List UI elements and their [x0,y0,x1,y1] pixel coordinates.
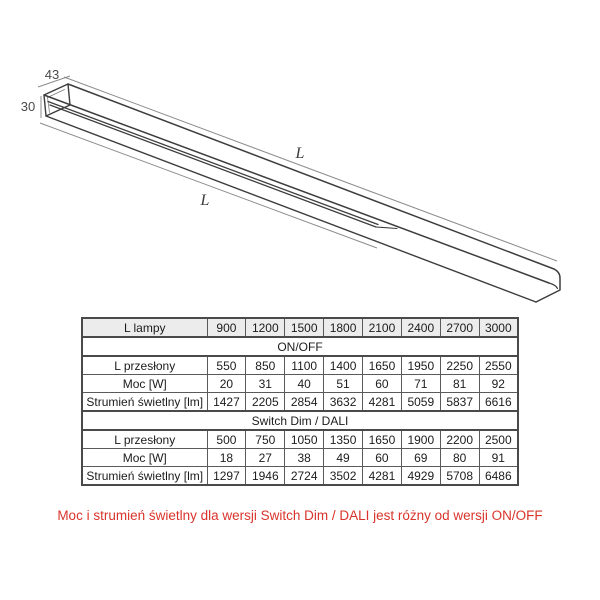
cell: 91 [479,449,518,467]
cell: 2205 [246,393,285,412]
cell: 750 [246,430,285,449]
dim-label-length-bottom: L [200,192,210,209]
cell: 1650 [363,430,402,449]
header-label: L lampy [82,318,207,337]
diffuser-end-step [376,227,397,229]
header-value: 900 [207,318,246,337]
cell: 92 [479,375,518,393]
far-end-join [549,283,558,289]
table-row [82,393,518,412]
cell: 6616 [479,393,518,412]
cell: 18 [207,449,246,467]
far-end-outline [536,269,560,302]
spec-table [81,317,519,486]
table-row [82,375,518,393]
dim-line-length-bottom [40,123,377,248]
dim-line-length-top [64,77,557,261]
cell: 3632 [324,393,363,412]
cell: 20 [207,375,246,393]
section-row-dali [82,411,518,430]
row-label: L przesłony [82,356,207,375]
cell: 80 [440,449,479,467]
table-row [82,430,518,449]
diffuser-edge-1 [48,102,378,225]
cell: 1427 [207,393,246,412]
cell: 1650 [363,356,402,375]
header-value: 2100 [363,318,402,337]
cell: 71 [401,375,440,393]
row-label: Strumień świetlny [lm] [82,393,207,412]
cell: 1050 [285,430,324,449]
end-cap-inset-line-vertical [48,98,50,113]
dim-label-width: 43 [44,67,60,82]
top-front-edge [44,95,549,283]
cell: 51 [324,375,363,393]
row-label: Strumień świetlny [lm] [82,467,207,486]
cell: 1900 [401,430,440,449]
cell: 2250 [440,356,479,375]
row-label: Moc [W] [82,449,207,467]
cell: 69 [401,449,440,467]
header-value: 1800 [324,318,363,337]
cell: 38 [285,449,324,467]
cell: 4929 [401,467,440,486]
cell: 1350 [324,430,363,449]
cell: 1950 [401,356,440,375]
cell: 1400 [324,356,363,375]
dim-label-height: 30 [20,99,36,114]
end-cap-inset-line-top [48,90,65,98]
table-row [82,467,518,486]
header-value: 2400 [401,318,440,337]
row-label: L przesłony [82,430,207,449]
cell: 40 [285,375,324,393]
table-header-row [82,318,518,337]
section-title: Switch Dim / DALI [82,411,518,430]
cell: 2200 [440,430,479,449]
cell: 4281 [363,467,402,486]
cell: 2854 [285,393,324,412]
dim-label-length-top: L [295,145,305,162]
cell: 1100 [285,356,324,375]
cell: 1297 [207,467,246,486]
cell: 1946 [246,467,285,486]
cell: 500 [207,430,246,449]
cell: 81 [440,375,479,393]
header-value: 1200 [246,318,285,337]
cell: 2550 [479,356,518,375]
cell: 60 [363,449,402,467]
header-value: 3000 [479,318,518,337]
cell: 60 [363,375,402,393]
section-title: ON/OFF [82,337,518,356]
cell: 2500 [479,430,518,449]
diffuser-edge-2 [50,105,376,227]
cell: 31 [246,375,285,393]
cell: 550 [207,356,246,375]
cell: 3502 [324,467,363,486]
bottom-front-edge [46,116,536,302]
cell: 27 [246,449,285,467]
cell: 2724 [285,467,324,486]
top-back-edge [68,84,554,269]
header-value: 2700 [440,318,479,337]
cell: 850 [246,356,285,375]
footnote-warning: Moc i strumień świetlny dla wersji Switch Dim / DALI jest różny od wersji ON/OFF [57,508,543,523]
cell: 4281 [363,393,402,412]
cell: 49 [324,449,363,467]
cell: 5708 [440,467,479,486]
header-value: 1500 [285,318,324,337]
row-label: Moc [W] [82,375,207,393]
table-row [82,356,518,375]
cell: 5837 [440,393,479,412]
cell: 6486 [479,467,518,486]
section-row-onoff [82,337,518,356]
cell: 5059 [401,393,440,412]
table-row [82,449,518,467]
